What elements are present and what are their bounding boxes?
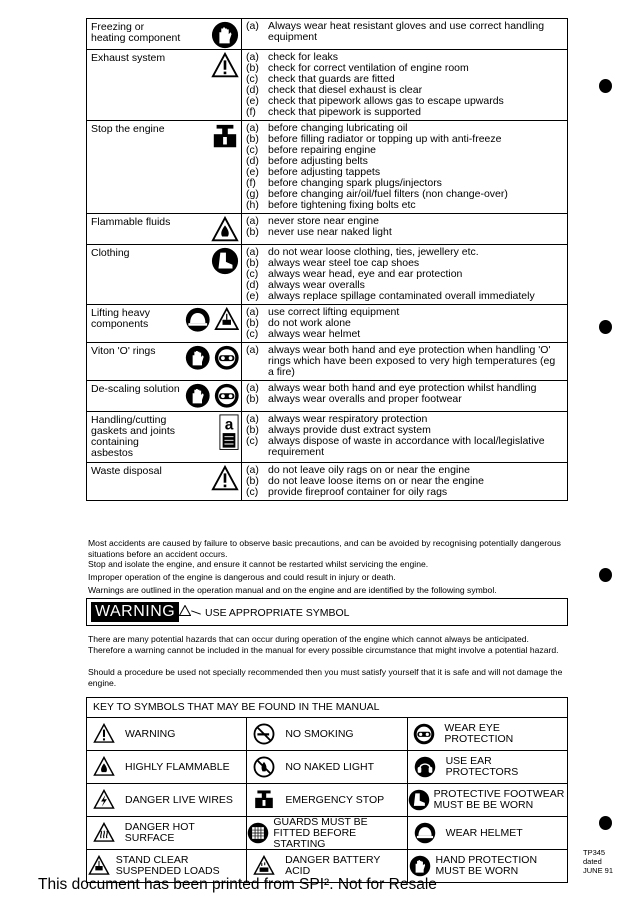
guards-icon: [247, 822, 269, 844]
emergency-stop-icon: [247, 789, 281, 811]
warning-instruction: USE APPROPRIATE SYMBOL: [205, 607, 350, 619]
precaution-letter: (c): [246, 144, 259, 156]
precaution-text: check for correct ventilation of engine room: [268, 62, 469, 74]
symbol-key-entry: [407, 751, 567, 783]
suspended-load-icon: [214, 307, 240, 335]
reference-dated-label: dated: [583, 857, 602, 866]
precaution-letter: (a): [246, 20, 259, 32]
binder-hole: [599, 568, 612, 582]
helmet-icon: [408, 822, 442, 844]
hazard-row: [87, 214, 567, 245]
symbol-key-label: DANGER LIVE WIRES: [125, 793, 233, 806]
precaution-text: use correct lifting equipment: [268, 306, 400, 318]
hazard-precautions: [241, 305, 567, 342]
precaution-text: do not leave loose items on or near the engine: [268, 475, 484, 487]
hazard-row: [87, 381, 567, 412]
symbol-key-label: WARNING: [125, 727, 176, 740]
precaution-item: [246, 487, 563, 498]
precaution-text: do not leave oily rags on or near the engine: [268, 464, 470, 476]
hazard-precautions: [241, 50, 567, 120]
precaution-text: always provide dust extract system: [268, 424, 431, 436]
precaution-text: Always wear heat resistant gloves and use correct handling equipment: [268, 20, 545, 43]
document-reference: [583, 848, 613, 875]
precaution-letter: (a): [246, 122, 259, 134]
hazard-icons: [185, 343, 241, 380]
precaution-text: check that diesel exhaust is clear: [268, 84, 423, 96]
paragraph-procedure: Should a procedure be used not specially recommended then you must satisfy yourself that it is safe and will not damage the engine.: [88, 667, 563, 688]
hazard-name: Waste disposal: [91, 465, 162, 477]
hazard-icons: [185, 305, 241, 342]
boot-icon: [211, 247, 239, 275]
no-smoking-icon: [247, 723, 281, 745]
symbol-key-entry: [407, 718, 567, 750]
precaution-letter: (b): [246, 133, 259, 145]
precaution-text: always wear steel toe cap shoes: [268, 257, 420, 269]
hazard-icons: [185, 381, 241, 411]
precaution-item: [246, 345, 563, 378]
hazard-icons: [185, 121, 241, 213]
symbol-key-label: NO SMOKING: [285, 727, 354, 740]
hazard-table: [86, 18, 568, 501]
precaution-item: [246, 107, 563, 118]
precaution-item: [246, 227, 563, 238]
hazard-name: Viton 'O' rings: [91, 345, 156, 357]
symbol-key-entry: [246, 817, 406, 849]
symbol-key-label: DANGER BATTERY ACID: [285, 854, 381, 877]
symbol-key-entry: [246, 784, 406, 816]
warning-triangle-icon: [211, 465, 239, 493]
warning-symbol-box: [86, 598, 568, 626]
helmet-icon: [185, 307, 211, 335]
warning-label: WARNING: [91, 602, 179, 622]
precaution-text: before repairing engine: [268, 144, 376, 156]
precaution-letter: (b): [246, 62, 259, 74]
precaution-text: always wear overalls and proper footwear: [268, 393, 462, 405]
precaution-letter: (e): [246, 95, 259, 107]
precaution-letter: (c): [246, 268, 259, 280]
boot-icon: [408, 789, 430, 811]
precaution-letter: (a): [246, 51, 259, 63]
precaution-letter: (b): [246, 226, 259, 238]
goggles-icon: [408, 723, 441, 745]
hazard-precautions: [241, 19, 567, 49]
precaution-letter: (f): [246, 106, 256, 118]
symbol-key-row: [87, 751, 567, 784]
precaution-text: always replace spillage contaminated overall immediately: [268, 290, 535, 302]
hazard-row: [87, 305, 567, 343]
hot-surface-icon: [87, 822, 121, 844]
precaution-text: check that pipework allows gas to escape upwards: [268, 95, 504, 107]
hazard-icons: [185, 19, 241, 49]
reference-date: JUNE 91: [583, 866, 614, 875]
precaution-letter: (c): [246, 328, 259, 340]
glove-icon: [211, 21, 239, 49]
live-wire-icon: [87, 789, 121, 811]
hazard-name: Freezing or heating component: [91, 21, 181, 44]
precaution-text: always wear respiratory protection: [268, 413, 428, 425]
precaution-letter: (d): [246, 155, 259, 167]
glove-icon: [408, 855, 432, 877]
symbol-key-label: GUARDS MUST BE FITTED BEFORE STARTING: [273, 815, 368, 850]
precaution-text: check that pipework is supported: [268, 106, 421, 118]
suspended-load-icon: [87, 855, 112, 877]
precaution-letter: (d): [246, 279, 259, 291]
paragraph-stop-engine: Stop and isolate the engine, and ensure it cannot be restarted whilst servicing the engine.: [88, 559, 429, 569]
hazard-row: [87, 121, 567, 214]
paragraph-improper-operation: Improper operation of the engine is dangerous and could result in injury or death.: [88, 572, 396, 582]
precaution-letter: (c): [246, 486, 259, 498]
precaution-text: always wear both hand and eye protection whilst handling: [268, 382, 537, 394]
precaution-text: check that guards are fitted: [268, 73, 395, 85]
precaution-text: always wear head, eye and ear protection: [268, 268, 463, 280]
precaution-item: [246, 436, 563, 458]
precaution-text: always wear both hand and eye protection when handling 'O' rings which have been exposed to very high temperatures (eg a fire): [268, 344, 556, 378]
precaution-text: do not wear loose clothing, ties, jewellery etc.: [268, 246, 479, 258]
flammable-triangle-icon: [87, 756, 121, 778]
precaution-item: [246, 329, 563, 340]
symbol-key-label: HIGHLY FLAMMABLE: [125, 760, 230, 773]
precaution-text: never store near engine: [268, 215, 379, 227]
hazard-icons: [185, 245, 241, 304]
symbol-key-entry: [87, 751, 246, 783]
glove-icon: [185, 383, 211, 411]
precaution-letter: (a): [246, 382, 259, 394]
paragraph-warnings: Warnings are outlined in the operation manual and on the engine and are identified by the following symbol.: [88, 585, 497, 595]
precaution-item: [246, 394, 563, 405]
hazard-name: Exhaust system: [91, 52, 166, 64]
precaution-text: before adjusting belts: [268, 155, 368, 167]
precaution-letter: (b): [246, 317, 259, 329]
hazard-icons: [185, 463, 241, 500]
symbol-key-label: DANGER HOT SURFACE: [124, 821, 195, 844]
precaution-letter: (b): [246, 393, 259, 405]
warning-triangle-icon: [211, 52, 239, 80]
precaution-text: before adjusting tappets: [268, 166, 381, 178]
svg-text:a: a: [224, 416, 234, 434]
glove-icon: [185, 345, 211, 373]
hazard-name: De-scaling solution: [91, 383, 180, 395]
reference-code: TP345: [583, 848, 606, 857]
goggles-icon: [214, 345, 240, 373]
footer-notice: This document has been printed from SPI². Not for Resale: [38, 876, 437, 893]
precaution-letter: (a): [246, 344, 259, 356]
precaution-letter: (b): [246, 257, 259, 269]
symbol-key-row: [87, 784, 567, 817]
precaution-text: do not work alone: [268, 317, 351, 329]
hazard-name: Handling/cutting gaskets and joints containing asbestos: [91, 414, 176, 459]
hazard-name: Stop the engine: [91, 123, 165, 135]
precaution-letter: (f): [246, 177, 256, 189]
hazard-name: Lifting heavy components: [91, 307, 150, 330]
hazard-precautions: [241, 463, 567, 500]
symbol-key-label: STAND CLEAR SUSPENDED LOADS: [115, 854, 220, 877]
paragraph-potential-hazards: There are many potential hazards that can occur during operation of the engine which cannot always be anticipated. Therefore a warning cannot be included in the manual for every possible circumstance that might involve a potential hazard.: [88, 634, 559, 655]
hazard-row: [87, 19, 567, 50]
hazard-precautions: [241, 381, 567, 411]
precaution-letter: (a): [246, 215, 259, 227]
precaution-letter: (a): [246, 246, 259, 258]
precaution-text: check for leaks: [268, 51, 339, 63]
precaution-text: provide fireproof container for oily rags: [268, 486, 448, 498]
precaution-item: [246, 21, 563, 43]
precaution-letter: (a): [246, 464, 259, 476]
goggles-icon: [214, 383, 240, 411]
hazard-row: [87, 463, 567, 500]
warning-triangle-icon: [179, 605, 191, 616]
symbol-key-label: NO NAKED LIGHT: [285, 760, 375, 773]
hazard-row: [87, 412, 567, 463]
hazard-precautions: [241, 214, 567, 244]
precaution-text: always wear overalls: [268, 279, 365, 291]
symbol-key-entry: [246, 751, 406, 783]
warning-triangle-icon: [87, 723, 121, 745]
precaution-letter: (d): [246, 84, 259, 96]
precaution-letter: (c): [246, 73, 259, 85]
hazard-row: [87, 343, 567, 381]
symbol-key-entry: [87, 784, 246, 816]
hazard-precautions: [241, 412, 567, 462]
symbol-key-entry: [407, 784, 567, 816]
hazard-precautions: [241, 245, 567, 304]
symbol-key-label: HAND PROTECTION MUST BE WORN: [435, 854, 538, 877]
battery-acid-icon: [247, 855, 281, 877]
symbol-key-label: USE EAR PROTECTORS: [445, 755, 519, 778]
symbol-key-label: WEAR EYE PROTECTION: [444, 722, 514, 745]
symbol-key-row: [87, 718, 567, 751]
hazard-row: [87, 50, 567, 121]
precaution-text: never use near naked light: [268, 226, 392, 238]
precaution-letter: (e): [246, 166, 259, 178]
hazard-row: [87, 245, 567, 305]
no-naked-light-icon: [247, 756, 281, 778]
symbol-key-entry: [407, 817, 567, 849]
asbestos-icon: [219, 414, 239, 452]
hazard-icons: [185, 412, 241, 462]
symbol-key-label: WEAR HELMET: [445, 826, 523, 839]
precaution-letter: (b): [246, 475, 259, 487]
hazard-precautions: [241, 343, 567, 380]
precaution-letter: (h): [246, 199, 259, 211]
binder-hole: [599, 79, 612, 93]
symbol-key-label: EMERGENCY STOP: [285, 793, 385, 806]
symbol-key-entry: [87, 718, 246, 750]
hazard-icons: [185, 50, 241, 120]
emergency-stop-icon: [211, 123, 239, 151]
flammable-triangle-icon: [211, 216, 239, 244]
precaution-letter: (e): [246, 290, 259, 302]
precaution-text: before filling radiator or topping up with anti-freeze: [268, 133, 502, 145]
ear-protector-icon: [408, 756, 442, 778]
binder-hole: [599, 816, 612, 830]
paragraph-accidents: Most accidents are caused by failure to observe basic precautions, and can be avoided by recognising potentially dangerous situations before an accident occurs.: [88, 538, 561, 559]
symbol-key-row: [87, 817, 567, 850]
precaution-text: before changing lubricating oil: [268, 122, 408, 134]
precaution-item: [246, 200, 563, 211]
symbol-key-entry: [87, 817, 246, 849]
binder-hole: [599, 320, 612, 334]
symbol-key-table: [86, 697, 568, 883]
precaution-text: always wear helmet: [268, 328, 361, 340]
symbol-key-label: PROTECTIVE FOOTWEAR MUST BE BE WORN: [433, 788, 565, 811]
precaution-letter: (b): [246, 424, 259, 436]
hazard-name: Flammable fluids: [91, 216, 171, 228]
precaution-text: before changing spark plugs/injectors: [268, 177, 442, 189]
precaution-letter: (g): [246, 188, 259, 200]
precaution-letter: (c): [246, 435, 259, 447]
hazard-precautions: [241, 121, 567, 213]
symbol-key-title: KEY TO SYMBOLS THAT MAY BE FOUND IN THE MANUAL: [87, 698, 567, 718]
hazard-icons: [185, 214, 241, 244]
precaution-text: before changing air/oil/fuel filters (non change-over): [268, 188, 508, 200]
precaution-letter: (a): [246, 413, 259, 425]
warning-pointer-line: [191, 610, 201, 614]
precaution-letter: (a): [246, 306, 259, 318]
precaution-item: [246, 291, 563, 302]
precaution-text: always dispose of waste in accordance with local/legislative requirement: [268, 435, 545, 458]
hazard-name: Clothing: [91, 247, 130, 259]
precaution-text: before tightening fixing bolts etc: [268, 199, 416, 211]
symbol-key-entry: [246, 718, 406, 750]
